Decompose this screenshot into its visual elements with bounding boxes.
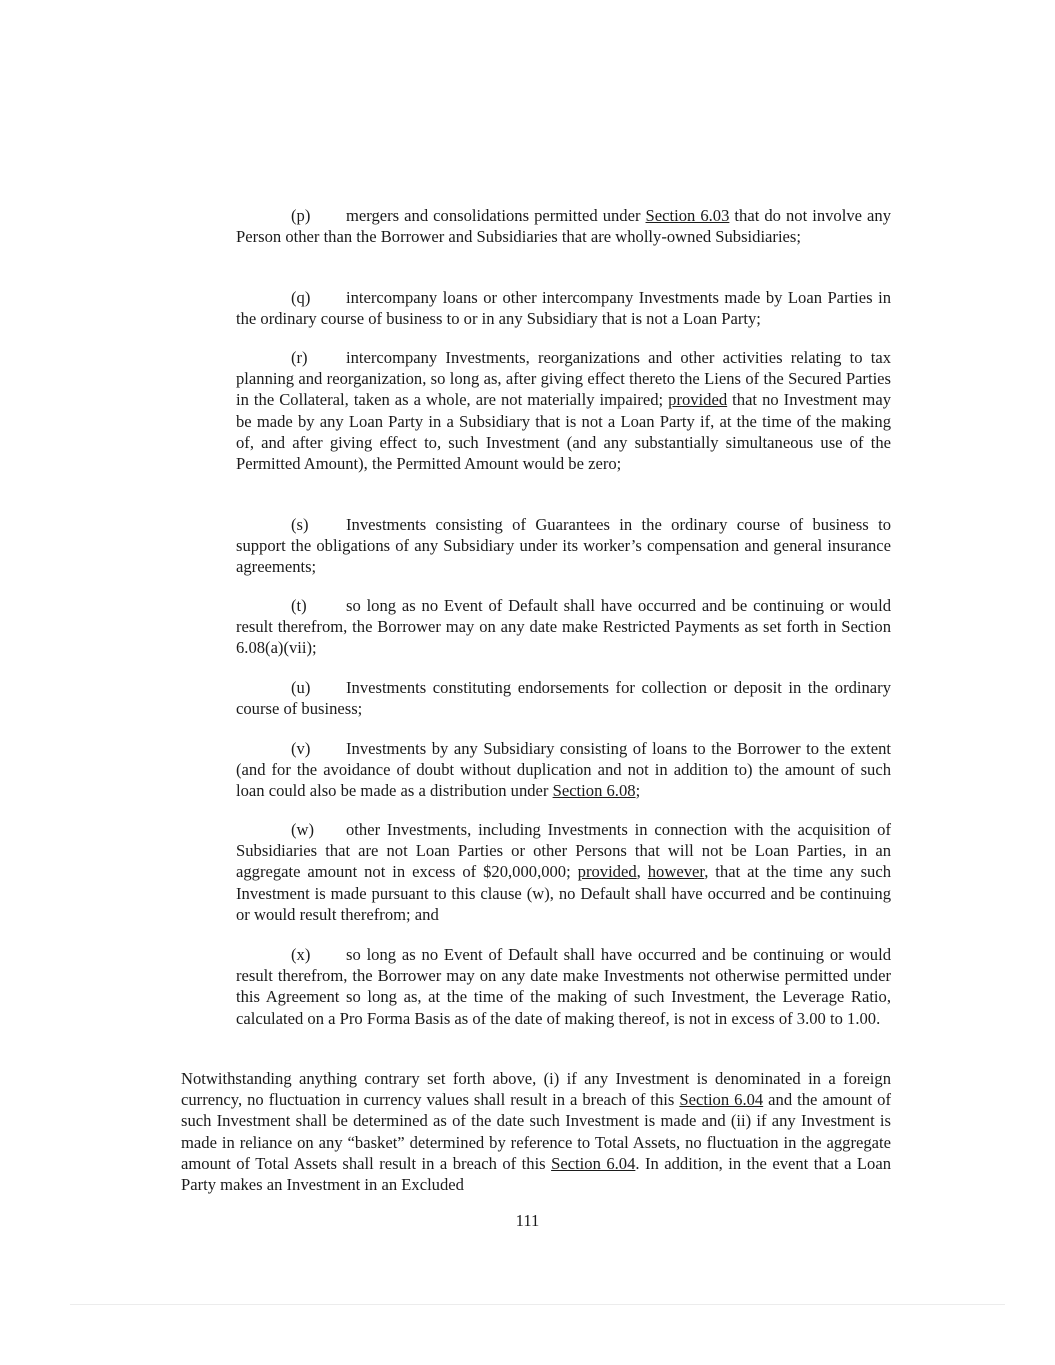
- paragraph-text: and the amount of such Investment shall be determined as of the date such Investment is made and (ii) if any Investment is made in reliance on any “basket” determined by reference to Total Assets, no fluctuation in the aggregate amount of Total Assets shall result in a breach of this: [181, 1090, 892, 1173]
- clause-text: intercompany loans or other intercompany Investments made by Loan Parties in the ordinary course of business to or in any Subsidiary that is not a Loan Party;: [236, 288, 891, 329]
- provided-term: provided: [668, 390, 728, 410]
- clause-label: (w): [291, 820, 315, 839]
- clause-label: (s): [291, 515, 309, 534]
- section-reference: Section 6.03: [645, 206, 730, 225]
- clause-text: mergers and consolidations permitted under: [346, 206, 646, 225]
- clause-text: so long as no Event of Default shall have occurred and be continuing or would result therefrom, the Borrower may on any date make Restricted Payments as set forth in Section 6.08(a)(vii);: [236, 596, 891, 658]
- clause-text: other Investments, including Investments in connection with the acquisition of Subsidiaries that are not Loan Parties or other Persons that will not be Loan Parties, in an aggregate amount not in excess of $20,000,000;: [236, 820, 891, 882]
- clause-w: [236, 819, 891, 925]
- clause-x: [236, 944, 891, 1029]
- clause-label: (v): [291, 739, 311, 758]
- clause-u: [236, 677, 891, 719]
- clause-label: (x): [291, 945, 311, 964]
- clause-text: ,: [636, 862, 648, 882]
- clause-v: [236, 738, 891, 802]
- clause-label: (u): [291, 678, 311, 697]
- clause-text: intercompany Investments, reorganizations and other activities relating to tax planning and reorganization, so long as, after giving effect thereto the Liens of the Secured Parties in the Collateral, taken as a whole, are not materially impaired;: [236, 348, 891, 410]
- clause-s: [236, 514, 891, 578]
- page-number: 111: [515, 1211, 540, 1230]
- provided-term: provided: [577, 862, 637, 882]
- however-term: however: [647, 862, 705, 882]
- clause-text: so long as no Event of Default shall have occurred and be continuing or would result therefrom, the Borrower may on any date make Investments not otherwise permitted under this Agreement so long as, at the time of the making of such Investment, the Leverage Ratio, calculated on a Pro Forma Basis as of the date of making thereof, is not in excess of 3.00 to 1.00.: [236, 945, 891, 1028]
- clause-text: Investments consisting of Guarantees in the ordinary course of business to support the obligations of any Subsidiary under its worker’s compensation and general insurance agreements;: [236, 515, 891, 577]
- notwithstanding-paragraph: [181, 1068, 891, 1195]
- section-reference: Section 6.08: [552, 781, 636, 801]
- clause-label: (p): [291, 206, 311, 225]
- clause-label: (t): [291, 596, 307, 615]
- clause-p: [236, 205, 891, 247]
- clause-text: , that at the time any such Investment is made pursuant to this clause (w), no Default shall have occurred and be continuing or would result therefrom; and: [236, 862, 891, 924]
- clause-t: [236, 595, 891, 659]
- paragraph-text: . In addition, in the event that a Loan Party makes an Investment in an Excluded: [181, 1153, 891, 1195]
- section-reference: Section 6.04: [679, 1090, 764, 1110]
- footer-divider: [70, 1304, 1005, 1305]
- clause-label: (r): [291, 348, 308, 367]
- clause-text: that do not involve any Person other than the Borrower and Subsidiaries that are wholly-owned Subsidiaries;: [236, 206, 891, 247]
- clause-text: ;: [635, 781, 641, 801]
- clause-text: that no Investment may be made by any Loan Party in a Subsidiary that is not a Loan Party if, at the time of the making of, and after giving effect to, such Investment (and any substantially simultaneous use of the Permitted Amount), the Permitted Amount would be zero;: [236, 390, 892, 474]
- clause-text: Investments constituting endorsements for collection or deposit in the ordinary course of business;: [236, 678, 891, 719]
- clause-q: [236, 287, 891, 329]
- paragraph-text: Notwithstanding anything contrary set forth above, (i) if any Investment is denominated in a foreign currency, no fluctuation in currency values shall result in a breach of this: [181, 1069, 891, 1110]
- section-reference: Section 6.04: [551, 1153, 636, 1173]
- clause-text: Investments by any Subsidiary consisting of loans to the Borrower to the extent (and for the avoidance of doubt without duplication and not in addition to) the amount of such loan could also be made as a distribution under: [236, 739, 891, 801]
- clause-r: [236, 347, 891, 474]
- clause-label: (q): [291, 288, 311, 307]
